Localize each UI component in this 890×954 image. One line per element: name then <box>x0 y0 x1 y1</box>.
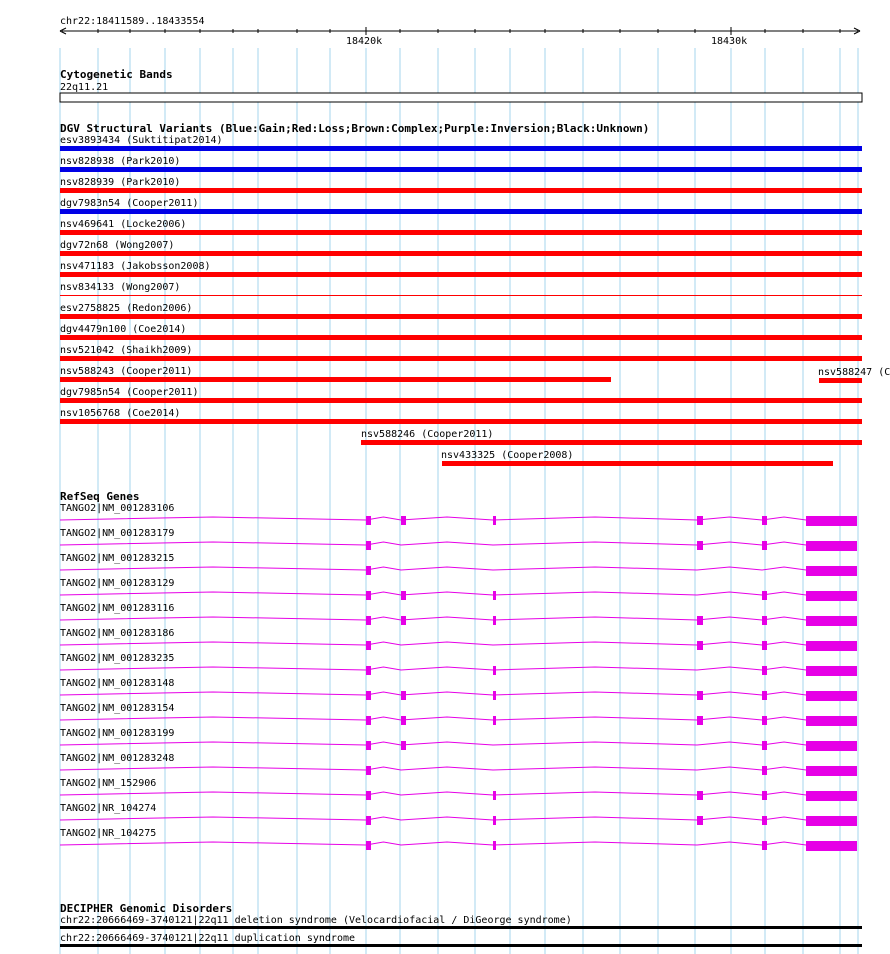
exon-block[interactable] <box>806 666 857 676</box>
variant-bar[interactable] <box>60 188 862 193</box>
variant-label: nsv1056768 (Coe2014) <box>60 408 181 419</box>
exon-block[interactable] <box>697 616 703 625</box>
transcript-intron-line <box>60 517 806 520</box>
exon-block[interactable] <box>401 591 406 600</box>
variant-bar-overflow[interactable] <box>819 378 862 383</box>
transcript-label: TANGO2|NM_001283106 <box>60 503 175 514</box>
transcript-label: TANGO2|NM_152906 <box>60 778 157 789</box>
exon-block[interactable] <box>697 541 703 550</box>
transcript-label: TANGO2|NM_001283248 <box>60 753 175 764</box>
variant-label: esv3893434 (Suktitipat2014) <box>60 135 223 146</box>
cytoband-label: 22q11.21 <box>60 82 109 93</box>
exon-block[interactable] <box>366 766 371 775</box>
exon-block[interactable] <box>762 766 767 775</box>
exon-block[interactable] <box>366 666 371 675</box>
exon-block[interactable] <box>762 816 767 825</box>
variant-bar[interactable] <box>60 398 862 403</box>
transcript-intron-line <box>60 817 806 820</box>
exon-block[interactable] <box>493 691 496 700</box>
exon-block[interactable] <box>401 516 406 525</box>
exon-block[interactable] <box>762 641 767 650</box>
exon-block[interactable] <box>493 516 496 525</box>
transcript-label: TANGO2|NM_001283215 <box>60 553 175 564</box>
variant-label: dgv7983n54 (Cooper2011) <box>60 198 199 209</box>
exon-block[interactable] <box>806 691 857 701</box>
transcript-label: TANGO2|NM_001283179 <box>60 528 175 539</box>
exon-block[interactable] <box>366 691 371 700</box>
variant-bar[interactable] <box>361 440 862 445</box>
exon-block[interactable] <box>806 641 857 651</box>
transcript-label: TANGO2|NM_001283199 <box>60 728 175 739</box>
ruler-track[interactable] <box>60 16 860 47</box>
exon-block[interactable] <box>697 516 703 525</box>
exon-block[interactable] <box>697 691 703 700</box>
cytoband-track-title: Cytogenetic Bands <box>60 68 173 81</box>
decipher-track[interactable] <box>60 902 862 947</box>
exon-block[interactable] <box>366 716 371 725</box>
exon-block[interactable] <box>401 716 406 725</box>
transcript-label: TANGO2|NR_104275 <box>60 828 157 839</box>
exon-block[interactable] <box>806 566 857 576</box>
exon-block[interactable] <box>697 716 703 725</box>
cytoband-bar[interactable] <box>60 93 862 102</box>
variant-label: dgv72n68 (Wong2007) <box>60 240 175 251</box>
exon-block[interactable] <box>806 716 857 726</box>
variant-label: nsv828938 (Park2010) <box>60 156 181 167</box>
dgv-track-title: DGV Structural Variants (Blue:Gain;Red:Loss;Brown:Complex;Purple:Inversion;Black:Unknown) <box>60 122 650 135</box>
exon-block[interactable] <box>806 841 857 851</box>
exon-block[interactable] <box>762 716 767 725</box>
variant-bar[interactable] <box>60 314 862 319</box>
exon-block[interactable] <box>366 816 371 825</box>
ruler-tick-label: 18420k <box>346 36 383 47</box>
variant-bar[interactable] <box>60 167 862 172</box>
transcript-label: TANGO2|NM_001283116 <box>60 603 175 614</box>
exon-block[interactable] <box>762 791 767 800</box>
exon-block[interactable] <box>762 591 767 600</box>
exon-block[interactable] <box>401 691 406 700</box>
variant-label: nsv471183 (Jakobsson2008) <box>60 261 211 272</box>
transcript-label: TANGO2|NM_001283186 <box>60 628 175 639</box>
decipher-entry-label: chr22:20666469-3740121|22q11 deletion syndrome (Velocardiofacial / DiGeorge syndrome) <box>60 915 572 926</box>
exon-block[interactable] <box>366 841 371 850</box>
variant-bar[interactable] <box>60 272 862 277</box>
exon-block[interactable] <box>366 566 371 575</box>
variant-label: nsv828939 (Park2010) <box>60 177 181 188</box>
exon-block[interactable] <box>806 766 857 776</box>
variant-label: nsv521042 (Shaikh2009) <box>60 345 193 356</box>
exon-block[interactable] <box>806 591 857 601</box>
transcript-intron-line <box>60 592 806 595</box>
exon-block[interactable] <box>493 616 496 625</box>
variant-bar[interactable] <box>60 377 611 382</box>
exon-block[interactable] <box>762 841 767 850</box>
variant-bar[interactable] <box>60 295 862 296</box>
exon-block[interactable] <box>366 516 371 525</box>
exon-block[interactable] <box>806 791 857 801</box>
variant-label: nsv433325 (Cooper2008) <box>441 450 574 461</box>
transcript-label: TANGO2|NR_104274 <box>60 803 157 814</box>
exon-block[interactable] <box>493 791 496 800</box>
transcript-intron-line <box>60 717 806 720</box>
transcript-intron-line <box>60 742 806 745</box>
variant-bar[interactable] <box>60 251 862 256</box>
exon-block[interactable] <box>806 816 857 826</box>
exon-block[interactable] <box>806 616 857 626</box>
exon-block[interactable] <box>806 516 857 526</box>
exon-block[interactable] <box>493 816 496 825</box>
variant-bar[interactable] <box>60 335 862 340</box>
variant-label: nsv588243 (Cooper2011) <box>60 366 193 377</box>
variant-bar[interactable] <box>60 230 862 235</box>
variant-label-overflow: nsv588247 (C <box>818 367 890 378</box>
exon-block[interactable] <box>762 741 767 750</box>
variant-label: dgv7985n54 (Cooper2011) <box>60 387 199 398</box>
exon-block[interactable] <box>366 616 371 625</box>
transcript-label: TANGO2|NM_001283235 <box>60 653 175 664</box>
exon-block[interactable] <box>697 791 703 800</box>
exon-block[interactable] <box>366 591 371 600</box>
exon-block[interactable] <box>762 666 767 675</box>
transcript-intron-line <box>60 767 806 770</box>
transcript-intron-line <box>60 667 806 670</box>
variant-label: nsv469641 (Locke2006) <box>60 219 187 230</box>
variant-bar[interactable] <box>60 419 862 424</box>
transcript-intron-line <box>60 542 806 545</box>
exon-block[interactable] <box>697 641 703 650</box>
exon-block[interactable] <box>762 541 767 550</box>
variant-label: nsv834133 (Wong2007) <box>60 282 181 293</box>
transcript-label: TANGO2|NM_001283154 <box>60 703 175 714</box>
decipher-track-title: DECIPHER Genomic Disorders <box>60 902 233 915</box>
cytoband-track[interactable] <box>60 68 862 102</box>
variant-label: nsv588246 (Cooper2011) <box>361 429 494 440</box>
exon-block[interactable] <box>366 641 371 650</box>
exon-block[interactable] <box>493 591 496 600</box>
location-label: chr22:18411589..18433554 <box>60 16 205 27</box>
exon-block[interactable] <box>366 541 371 550</box>
decipher-entry-bar[interactable] <box>60 944 862 947</box>
exon-block[interactable] <box>762 516 767 525</box>
transcript-intron-line <box>60 617 806 620</box>
variant-label: dgv4479n100 (Coe2014) <box>60 324 187 335</box>
exon-block[interactable] <box>401 741 406 750</box>
variant-bar[interactable] <box>60 356 862 361</box>
exon-block[interactable] <box>806 741 857 751</box>
variant-label: esv2758825 (Redon2006) <box>60 303 193 314</box>
decipher-entry-bar[interactable] <box>60 926 862 929</box>
exon-block[interactable] <box>493 841 496 850</box>
exon-block[interactable] <box>806 541 857 551</box>
transcript-intron-line <box>60 567 806 570</box>
ruler-tick-label: 18430k <box>711 36 748 47</box>
exon-block[interactable] <box>697 816 703 825</box>
exon-block[interactable] <box>762 691 767 700</box>
variant-bar[interactable] <box>442 461 833 466</box>
exon-block[interactable] <box>366 791 371 800</box>
refseq-track-title: RefSeq Genes <box>60 490 140 503</box>
transcript-intron-line <box>60 692 806 695</box>
transcript-intron-line <box>60 792 806 795</box>
exon-block[interactable] <box>762 616 767 625</box>
decipher-entry-label: chr22:20666469-3740121|22q11 duplication syndrome <box>60 933 356 944</box>
variant-bar[interactable] <box>60 209 862 214</box>
exon-block[interactable] <box>401 616 406 625</box>
exon-block[interactable] <box>366 741 371 750</box>
variant-bar[interactable] <box>60 146 862 151</box>
transcript-intron-line <box>60 842 806 845</box>
transcript-label: TANGO2|NM_001283148 <box>60 678 175 689</box>
exon-block[interactable] <box>493 716 496 725</box>
transcript-label: TANGO2|NM_001283129 <box>60 578 175 589</box>
transcript-intron-line <box>60 642 806 645</box>
exon-block[interactable] <box>493 666 496 675</box>
refseq-track[interactable] <box>60 490 857 851</box>
